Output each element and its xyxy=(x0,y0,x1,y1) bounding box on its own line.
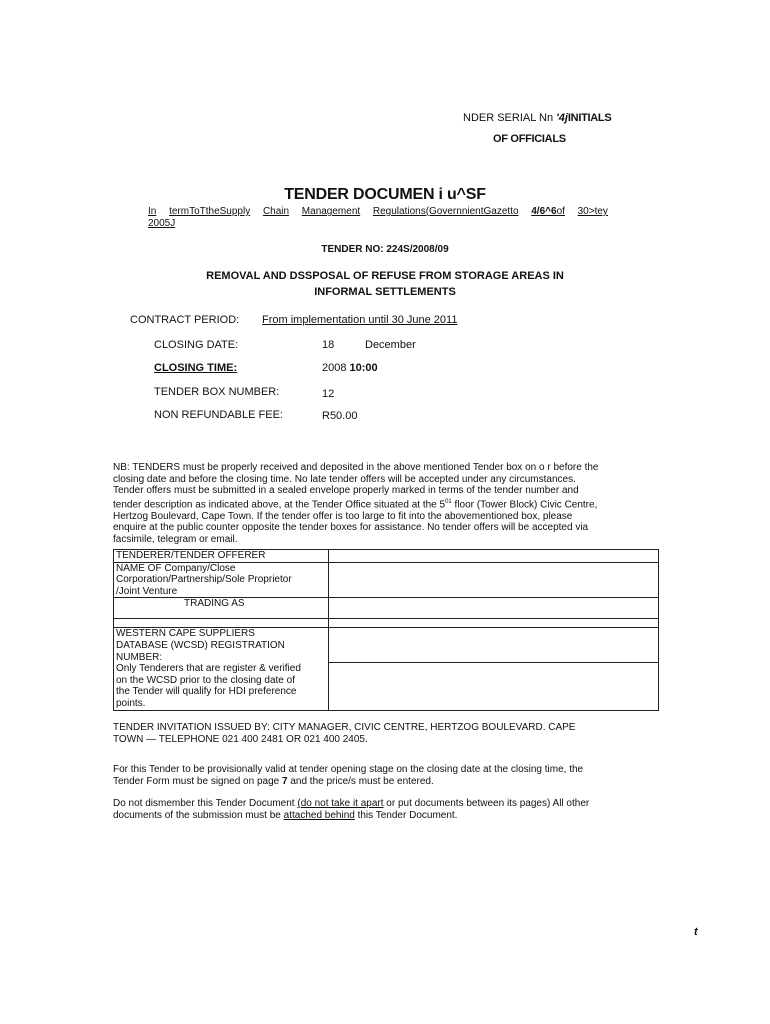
table-row xyxy=(114,598,659,619)
table-header-row xyxy=(114,550,659,563)
initials-label: INITIALS xyxy=(567,112,612,124)
issued-line: TENDER INVITATION ISSUED BY: CITY MANAGER, CIVIC CENTRE, HERTZOG BOULEVARD. CAPE xyxy=(113,722,576,733)
table-row xyxy=(114,562,659,598)
fee-value: R50.00 xyxy=(322,410,358,422)
wcsd-number-field[interactable] xyxy=(329,628,659,710)
nb-line-part: floor (Tower Block) Civic Centre, xyxy=(451,499,598,511)
tender-box-value: 12 xyxy=(322,388,335,400)
dismember-text: Do not dismember this Tender Document xyxy=(113,798,298,809)
closing-date-label: CLOSING DATE: xyxy=(154,339,239,351)
dismember-text: this Tender Document. xyxy=(354,810,458,821)
validity-line xyxy=(113,776,658,788)
document-title: TENDER DOCUMEN i u^SF xyxy=(284,186,486,203)
nb-line: facsimile, telegram or email. xyxy=(113,533,238,545)
wcsd-note: Only Tenderers that are register & verified xyxy=(116,663,301,675)
subject-line-1: REMOVAL AND DSSPOSAL OF REFUSE FROM STORAGE AREAS IN xyxy=(206,270,564,282)
dismember-underlined: attached behind xyxy=(283,810,355,821)
wcsd-note: on the WCSD prior to the closing date of xyxy=(116,674,295,686)
closing-time-label: CLOSING TIME: xyxy=(154,362,238,374)
page-mark: t xyxy=(694,926,698,938)
contract-period-value: From implementation until 30 June 2011 xyxy=(262,314,458,326)
dismember-text: documents of the submission must be xyxy=(113,810,284,821)
closing-time-value xyxy=(322,362,378,374)
handwritten-serial-mark: '4j xyxy=(556,112,568,124)
closing-time: 10:00 xyxy=(349,362,378,374)
fee-label: NON REFUNDABLE FEE: xyxy=(154,409,283,421)
wcsd-number-subfield[interactable] xyxy=(329,628,658,663)
company-name-label: Corporation/Partnership/Sole Proprietor xyxy=(116,574,292,586)
page-number-ref: 7 xyxy=(281,776,288,787)
company-name-label-cell xyxy=(114,562,329,598)
dismember-paragraph xyxy=(113,798,658,822)
spacer-cell xyxy=(114,619,329,628)
issued-line: TOWN — TELEPHONE 021 400 2481 OR 021 400 2405. xyxy=(113,734,368,745)
nb-superscript: 01 xyxy=(445,498,452,505)
wcsd-note: points. xyxy=(116,697,146,709)
tender-subject xyxy=(0,268,770,300)
nb-line: NB: TENDERS must be properly received and deposited in the above mentioned Tender box on o r before the xyxy=(113,462,599,473)
wcsd-label-cell xyxy=(114,628,329,710)
trading-as-field[interactable] xyxy=(329,598,659,619)
trading-as-label: TRADING AS xyxy=(114,598,329,619)
reg-word: In xyxy=(148,206,157,217)
contract-period-label: CONTRACT PERIOD: xyxy=(130,314,240,326)
reg-word: Regulations(GovernnientGazetto xyxy=(372,206,519,217)
tender-serial-header xyxy=(463,112,611,124)
reg-word: of xyxy=(556,206,565,217)
nb-line: closing date and before the closing time. No late tender offers will be accepted under any circumstances. xyxy=(113,473,576,485)
tenderer-header-cell: TENDERER/TENDER OFFERER xyxy=(114,550,329,563)
reg-word: Chain xyxy=(262,206,290,217)
wcsd-note: the Tender will qualify for HDI preference xyxy=(116,686,297,698)
spacer-cell xyxy=(329,619,659,628)
dismember-underlined: (do not take it apart xyxy=(297,798,384,809)
company-name-field[interactable] xyxy=(329,562,659,598)
reg-word: 30>tey xyxy=(577,206,608,217)
serial-text: NDER SERIAL Nn xyxy=(463,112,557,124)
validity-text: Tender Form must be signed on page xyxy=(113,776,282,787)
table-spacer-row xyxy=(114,619,659,628)
company-name-label: NAME OF Company/Close xyxy=(116,562,236,574)
validity-paragraph xyxy=(113,764,658,788)
closing-date-month: December xyxy=(365,339,416,351)
wcsd-label: WESTERN CAPE SUPPLIERS xyxy=(116,628,255,640)
tender-box-label: TENDER BOX NUMBER: xyxy=(154,386,280,398)
dismember-text: or put documents between its pages) All other xyxy=(383,798,590,809)
regulations-line-1 xyxy=(148,206,608,218)
dismember-line xyxy=(113,810,658,822)
company-name-label: /Joint Venture xyxy=(116,585,178,597)
validity-line: For this Tender to be provisionally valid at tender opening stage on the closing date at the closing time, the xyxy=(113,764,584,775)
wcsd-label: NUMBER: xyxy=(116,651,163,663)
nb-paragraph xyxy=(113,462,658,545)
tenderer-table xyxy=(113,549,659,711)
regulations-reference xyxy=(148,206,608,230)
nb-line: Tender offers must be submitted in a sealed envelope properly marked in terms of the tender number and xyxy=(113,485,579,497)
closing-date-day: 18 xyxy=(322,339,335,351)
dismember-line xyxy=(113,798,658,810)
nb-line: Hertzog Boulevard, Cape Town. If the tender offer is too large to fit into the abovementioned box, please xyxy=(113,510,573,522)
regulations-line-2: 2005J xyxy=(148,218,176,229)
issued-by-paragraph xyxy=(113,722,658,746)
nb-line xyxy=(113,497,658,511)
nb-line-part: tender description as indicated above, at the Tender Office situated at the 5 xyxy=(113,499,446,511)
tenderer-header-blank xyxy=(329,550,659,563)
validity-text: and the price/s must be entered. xyxy=(287,776,434,787)
wcsd-label: DATABASE (WCSD) REGISTRATION xyxy=(116,639,285,651)
reg-word: Management xyxy=(301,206,361,217)
closing-year: 2008 xyxy=(322,362,350,374)
subject-line-2: INFORMAL SETTLEMENTS xyxy=(314,286,456,298)
table-row xyxy=(114,628,659,710)
tender-number: TENDER NO: 224S/2008/09 xyxy=(321,244,449,255)
reg-word: 4/6^6 xyxy=(531,206,557,217)
reg-word: termToTtheSupply xyxy=(169,206,251,217)
officials-label: OF OFFICIALS xyxy=(493,133,566,145)
nb-line: enquire at the public counter opposite the tender boxes for assistance. No tender offers will be accepted via xyxy=(113,522,589,534)
